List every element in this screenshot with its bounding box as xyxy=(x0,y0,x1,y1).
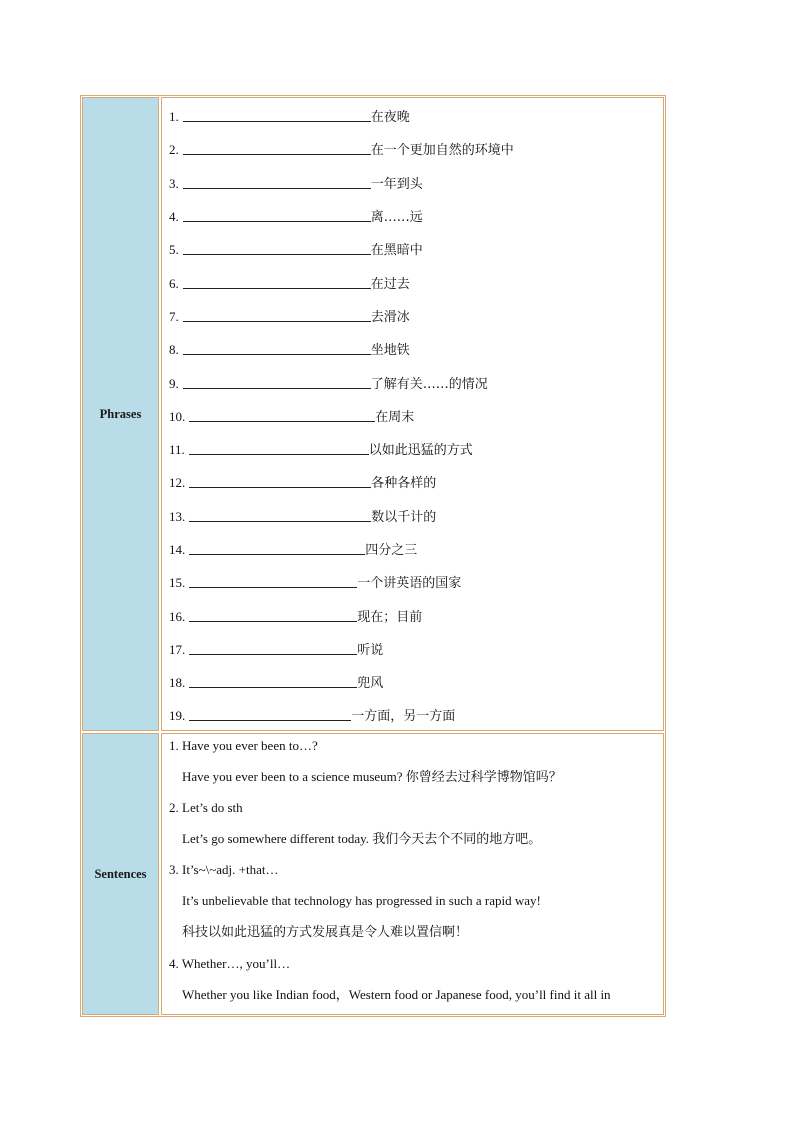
answer-blank[interactable] xyxy=(189,541,365,555)
phrase-number: 16. xyxy=(169,609,186,624)
answer-blank[interactable] xyxy=(189,674,357,688)
phrase-item xyxy=(169,207,423,225)
phrase-number: 1. xyxy=(169,109,179,124)
answer-blank[interactable] xyxy=(189,441,369,455)
phrases-row xyxy=(82,97,664,731)
phrase-item xyxy=(169,607,422,625)
phrase-number: 5. xyxy=(169,242,179,257)
answer-blank[interactable] xyxy=(183,241,371,255)
phrase-meaning: 兜风 xyxy=(357,676,384,691)
example-english: Have you ever been to a science museum? xyxy=(182,769,406,784)
answer-blank[interactable] xyxy=(183,108,371,122)
phrase-meaning: 一方面，另一方面 xyxy=(351,709,456,724)
phrase-meaning: 数以千计的 xyxy=(371,510,437,525)
phrase-number: 15. xyxy=(169,575,186,590)
answer-blank[interactable] xyxy=(189,408,375,422)
phrase-meaning: 在过去 xyxy=(370,277,410,292)
phrase-item xyxy=(169,640,383,658)
phrase-meaning: 听说 xyxy=(357,643,384,658)
phrase-meaning: 坐地铁 xyxy=(370,343,410,358)
sentence-example-4: Whether you like Indian food，Western food or Japanese food, you’ll find it all in xyxy=(182,987,611,1002)
phrase-meaning: 在黑暗中 xyxy=(370,243,423,258)
phrase-meaning: 一年到头 xyxy=(370,177,423,192)
phrase-number: 13. xyxy=(169,509,186,524)
phrases-label: Phrases xyxy=(99,406,142,421)
sentences-label: Sentences xyxy=(94,866,147,881)
example-chinese: 你曾经去过科学博物馆吗？ xyxy=(405,770,562,785)
phrase-meaning: 离……远 xyxy=(370,210,423,225)
answer-blank[interactable] xyxy=(189,641,357,655)
phrase-number: 6. xyxy=(169,276,179,291)
answer-blank[interactable] xyxy=(189,508,371,522)
sentence-example-1 xyxy=(182,768,562,786)
sentence-translation-3: 科技以如此迅猛的方式发展真是令人难以置信啊！ xyxy=(182,925,469,940)
phrase-meaning: 四分之三 xyxy=(365,543,418,558)
phrase-meaning: 在夜晚 xyxy=(370,110,410,125)
vocabulary-table xyxy=(80,95,666,1017)
sentence-example-3: It’s unbelievable that technology has progressed in such a rapid way! xyxy=(182,893,541,908)
phrase-number: 18. xyxy=(169,675,186,690)
answer-blank[interactable] xyxy=(183,208,371,222)
answer-blank[interactable] xyxy=(183,141,371,155)
sentences-label-cell xyxy=(82,733,159,1015)
answer-blank[interactable] xyxy=(189,707,351,721)
phrase-number: 11. xyxy=(169,442,185,457)
phrase-item xyxy=(169,107,410,125)
phrase-item xyxy=(169,307,410,325)
phrase-item xyxy=(169,440,473,458)
phrase-number: 8. xyxy=(169,342,179,357)
answer-blank[interactable] xyxy=(189,608,357,622)
phrase-number: 17. xyxy=(169,642,186,657)
phrase-meaning: 一个讲英语的国家 xyxy=(357,576,462,591)
phrase-item xyxy=(169,473,436,491)
phrase-number: 4. xyxy=(169,209,179,224)
phrase-number: 7. xyxy=(169,309,179,324)
phrase-meaning: 以如此迅猛的方式 xyxy=(368,443,473,458)
answer-blank[interactable] xyxy=(189,474,371,488)
phrase-item xyxy=(169,140,514,158)
phrase-item xyxy=(169,540,417,558)
phrase-number: 14. xyxy=(169,542,186,557)
phrase-number: 2. xyxy=(169,142,179,157)
phrase-number: 10. xyxy=(169,409,186,424)
phrase-meaning: 现在；目前 xyxy=(357,610,423,625)
sentence-example-2 xyxy=(182,830,541,848)
sentence-pattern-2: 2. Let’s do sth xyxy=(169,800,243,815)
phrase-number: 3. xyxy=(169,176,179,191)
phrase-item xyxy=(169,174,423,192)
phrase-item xyxy=(169,673,383,691)
example-chinese: 我们今天去个不同的地方吧。 xyxy=(372,832,542,847)
phrase-item xyxy=(169,274,410,292)
example-english: Let’s go somewhere different today. xyxy=(182,831,373,846)
phrase-item xyxy=(169,340,410,358)
phrase-meaning: 了解有关……的情况 xyxy=(370,377,488,392)
answer-blank[interactable] xyxy=(183,275,371,289)
phrase-meaning: 各种各样的 xyxy=(371,476,437,491)
sentences-content xyxy=(161,733,664,1015)
phrase-meaning: 去滑冰 xyxy=(370,310,410,325)
phrase-meaning: 在一个更加自然的环境中 xyxy=(370,143,514,158)
answer-blank[interactable] xyxy=(183,308,371,322)
phrase-item xyxy=(169,240,423,258)
sentence-pattern-3: 3. It’s~\~adj. +that… xyxy=(169,862,279,877)
phrase-item xyxy=(169,507,436,525)
phrase-number: 19. xyxy=(169,708,186,723)
answer-blank[interactable] xyxy=(183,175,371,189)
phrase-item xyxy=(169,706,455,724)
phrase-meaning: 在周末 xyxy=(375,410,415,425)
phrase-number: 12. xyxy=(169,475,186,490)
answer-blank[interactable] xyxy=(189,574,357,588)
sentence-pattern-4: 4. Whether…, you’ll… xyxy=(169,956,291,971)
phrase-item xyxy=(169,374,488,392)
phrases-content xyxy=(161,97,664,731)
sentences-row xyxy=(82,733,664,1015)
answer-blank[interactable] xyxy=(183,341,371,355)
phrases-label-cell xyxy=(82,97,159,731)
phrase-number: 9. xyxy=(169,376,179,391)
sentence-pattern-1: 1. Have you ever been to…? xyxy=(169,738,318,753)
phrase-item xyxy=(169,407,414,425)
answer-blank[interactable] xyxy=(183,375,371,389)
phrase-item xyxy=(169,573,461,591)
